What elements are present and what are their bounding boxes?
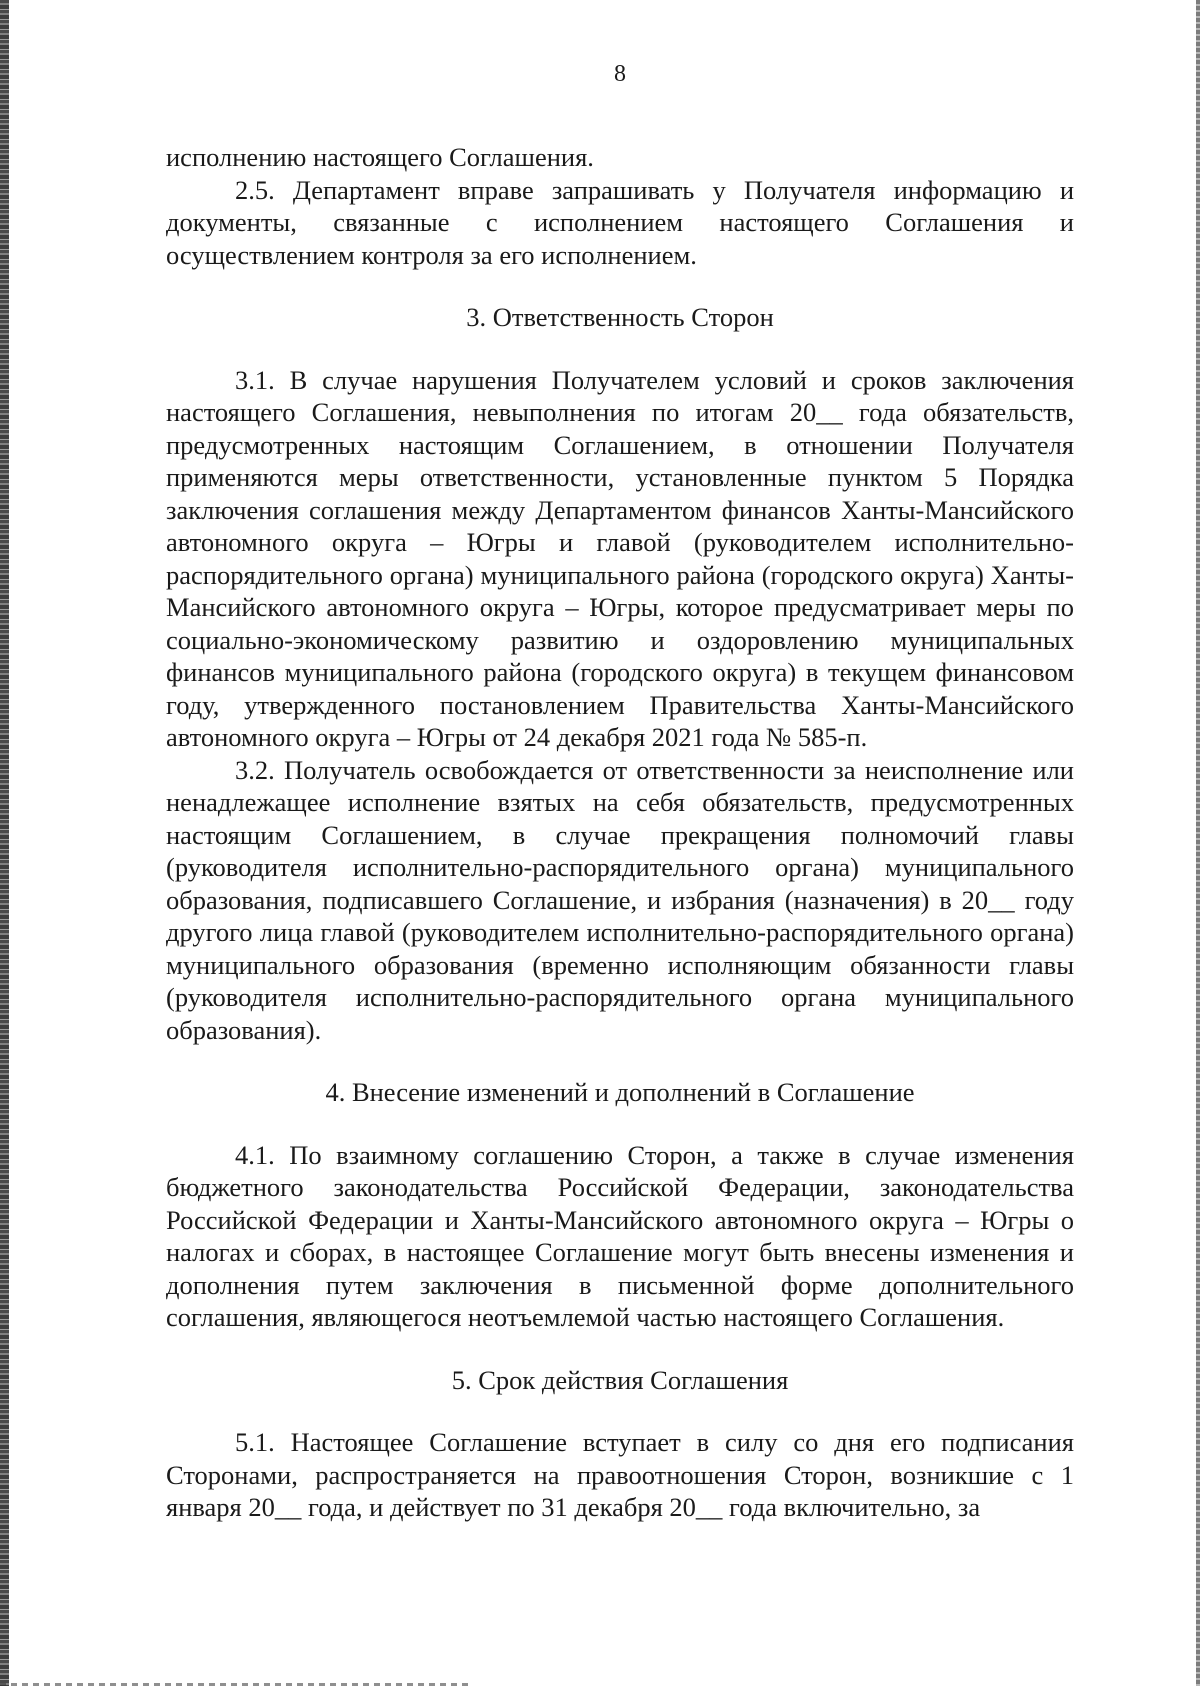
paragraph-3-2: 3.2. Получатель освобождается от ответственности за неисполнение или ненадлежащее исполнение взятых на себя обязательств, предусмотренных настоящим Соглашением, в случае прекращения полномочий главы (руководителя исполнительно-распорядительного органа) муниципального образования, подписавшего Соглашение, и избрания (назначения) в 20__ году другого лица главой (руководителем исполнительно-распорядительного органа) муниципального образования (временно исполняющим обязанности главы (руководителя исполнительно-распорядительного органа муниципального образования).	[166, 754, 1074, 1045]
scan-left-edge	[0, 0, 9, 1686]
section-3-heading: 3. Ответственность Сторон	[466, 302, 774, 332]
continuation-paragraph: исполнению настоящего Соглашения.	[166, 142, 594, 172]
section-5-heading: 5. Срок действия Соглашения	[451, 1364, 789, 1395]
paragraph-3-1: 3.1. В случае нарушения Получателем условий и сроков заключения настоящего Соглашения, невыполнения по итогам 20__ года обязательств, предусмотренных настоящим Соглашением, в отношении Получателя применяются меры ответственности, установленные пунктом 5 Порядка заключения соглашения между Департаментом финансов Ханты-Мансийского автономного округа – Югры и главой (руководителем исполнительно-распорядительного органа) муниципального района (городского округа) Ханты-Мансийского автономного округа – Югры, которое предусматривает меры по социально-экономическому развитию и оздоровлению муниципальных финансов муниципального района (городского округа) в текущем финансовом году, утвержденного постановлением Правительства Ханты-Мансийского автономного округа – Югры от 24 декабря 2021 года № 585-п.	[166, 364, 1074, 752]
document-content	[166, 141, 1074, 1524]
section-4-heading: 4. Внесение изменений и дополнений в Соглашение	[325, 1077, 915, 1107]
paragraph-4-1: 4.1. По взаимному соглашению Сторон, а также в случае изменения бюджетного законодательства Российской Федерации, законодательства Российской Федерации и Ханты-Мансийского автономного округа – Югры о налогах и сборах, в настоящее Соглашение могут быть внесены изменения и дополнения путем заключения в письменной форме дополнительного соглашения, являющегося неотъемлемой частью настоящего Соглашения.	[166, 1139, 1074, 1332]
paragraph-5-1: 5.1. Настоящее Соглашение вступает в силу со дня его подписания Сторонами, распространяется на правоотношения Сторон, возникшие с 1 января 20__ года, и действует по 31 декабря 20__ года включительно, за	[166, 1427, 1074, 1522]
page-number: 8	[614, 61, 626, 87]
scan-right-edge	[1196, 0, 1200, 1686]
paragraph-2-5: 2.5. Департамент вправе запрашивать у Получателя информацию и документы, связанные с исполнением настоящего Соглашения и осуществлением контроля за его исполнением.	[166, 174, 1074, 270]
